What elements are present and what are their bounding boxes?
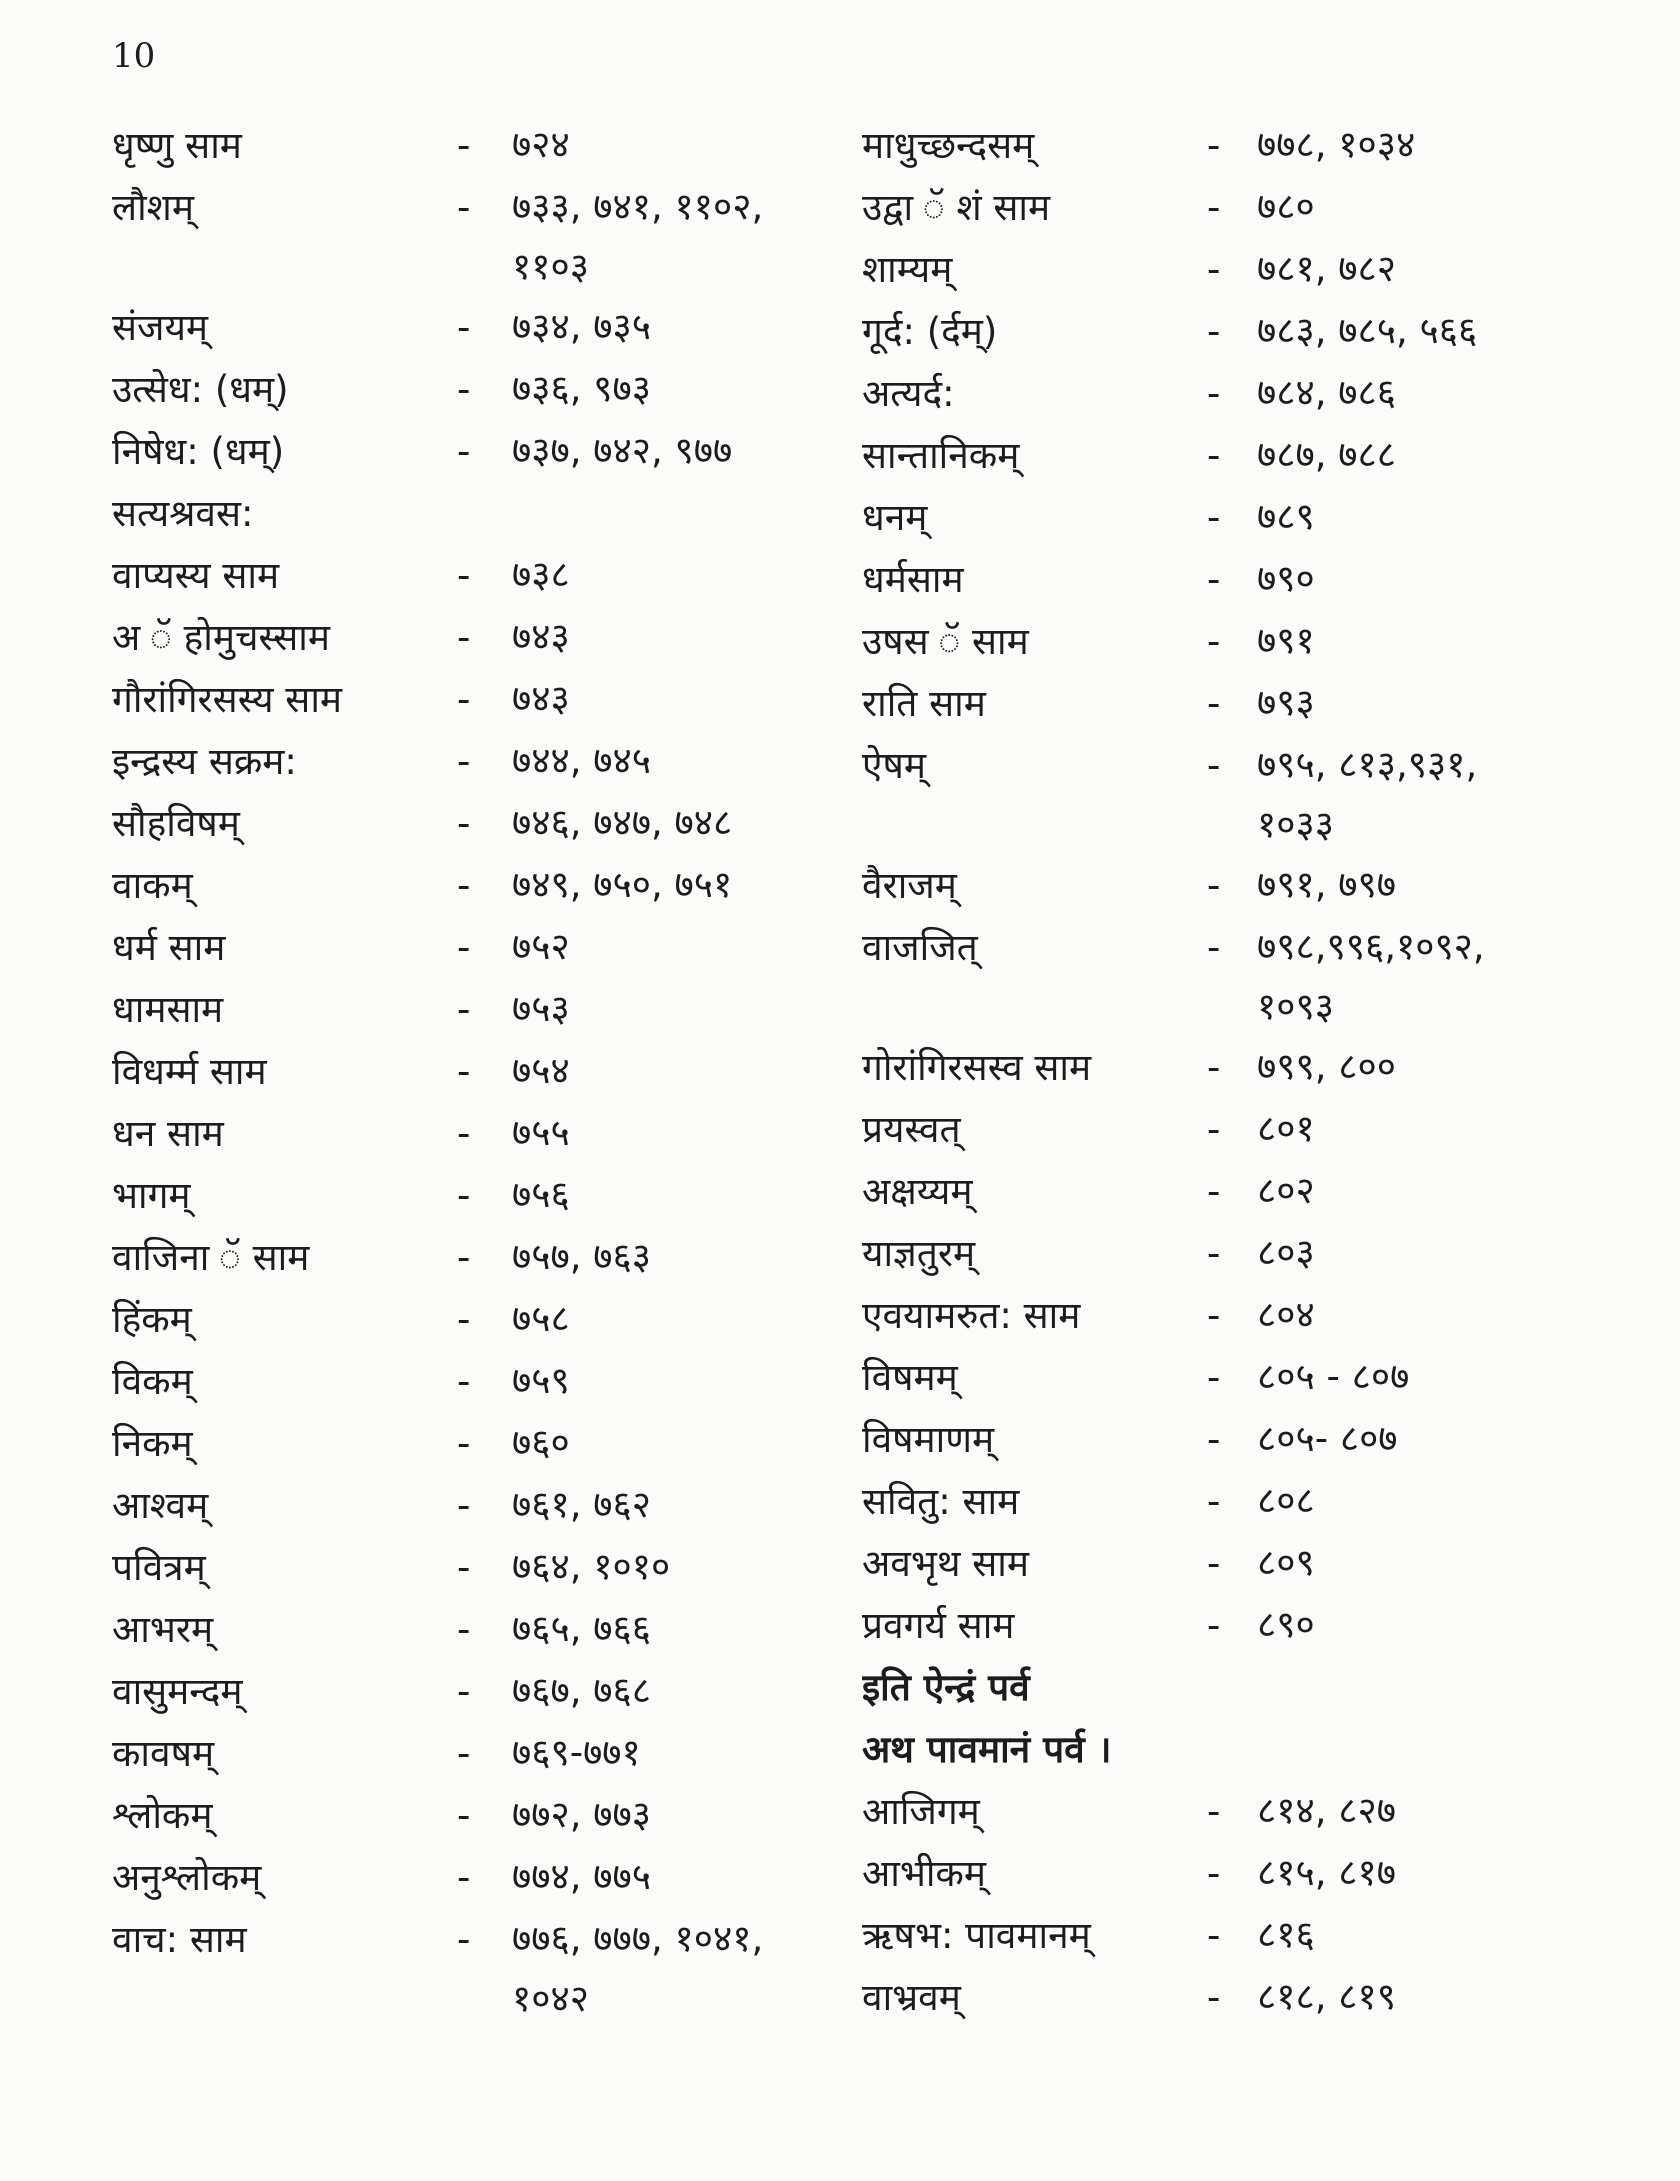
index-entry [112, 1289, 932, 1351]
index-entry [112, 177, 932, 297]
index-entry [112, 1041, 932, 1103]
entry-term: वाप्यस्य साम [112, 554, 280, 597]
entry-term: आजिगम् [862, 1790, 980, 1833]
entry-separator: - [457, 1546, 471, 1589]
entry-term: सौहविषम् [112, 802, 240, 845]
entry-term: अनुश्लोकम् [112, 1856, 262, 1899]
entry-separator: - [1207, 1542, 1221, 1585]
entry-numbers: ७३७, ७४२, ९७७ [512, 429, 733, 472]
index-entry [112, 1475, 932, 1537]
entry-separator: - [457, 926, 471, 969]
entry-separator: - [1207, 1046, 1221, 1089]
entry-numbers: ८०३ [1257, 1231, 1315, 1274]
entry-separator: - [1207, 1790, 1221, 1833]
entry-numbers: ८०२ [1257, 1169, 1315, 1212]
index-entry [862, 611, 1680, 673]
index-entry [112, 607, 932, 669]
entry-numbers: ८०५- ८०७ [1257, 1417, 1398, 1460]
entry-separator: - [457, 430, 471, 473]
entry-term: कावषम् [112, 1732, 215, 1775]
index-entry [862, 425, 1680, 487]
index-entry [862, 1285, 1680, 1347]
entry-term: वासुमन्दम् [112, 1670, 243, 1713]
entry-term: आभरम् [112, 1608, 214, 1651]
entry-term: निकम् [112, 1422, 193, 1465]
entry-separator: - [457, 554, 471, 597]
index-entry [862, 1843, 1680, 1905]
entry-separator: - [457, 1484, 471, 1527]
entry-separator: - [457, 124, 471, 167]
index-entry [112, 115, 932, 177]
entry-numbers: ७६५, ७६६ [512, 1607, 651, 1650]
entry-separator: - [1207, 1418, 1221, 1461]
entry-numbers: ७५८ [512, 1297, 570, 1340]
entry-numbers: ८९० [1257, 1603, 1315, 1646]
index-entry [112, 421, 932, 483]
entry-term: विकम् [112, 1360, 193, 1403]
entry-separator: - [1207, 434, 1221, 477]
entry-term: सान्तानिकम् [862, 434, 1020, 477]
entry-numbers: ७९८,९९६,१०९२, १०९३ [1257, 925, 1485, 1028]
entry-separator: - [1207, 1108, 1221, 1151]
entry-term: लौशम् [112, 186, 194, 229]
entry-term: ऋषभ: पावमानम् [862, 1914, 1091, 1957]
index-entry [862, 363, 1680, 425]
index-entry [112, 1847, 932, 1909]
entry-separator: - [457, 1732, 471, 1775]
entry-numbers [1257, 1657, 1677, 1719]
entry-numbers: ७६० [512, 1421, 570, 1464]
entry-separator: - [457, 1360, 471, 1403]
entry-term: वाच: साम [112, 1918, 247, 1961]
index-column-right [862, 115, 1680, 2029]
index-entry [862, 115, 1680, 177]
entry-separator: - [1207, 1356, 1221, 1399]
entry-term: संजयम् [112, 306, 209, 349]
entry-term: याज्ञतुरम् [862, 1232, 976, 1275]
entry-numbers: ७५६ [512, 1173, 570, 1216]
index-entry [862, 917, 1680, 1037]
entry-separator: - [457, 1856, 471, 1899]
entry-numbers: ८१८, ८१९ [1257, 1975, 1396, 2018]
index-entry [112, 1103, 932, 1165]
section-heading [862, 1719, 1680, 1781]
index-entry [112, 1413, 932, 1475]
entry-term: धर्म साम [112, 926, 226, 969]
index-entry [862, 1967, 1680, 2029]
entry-numbers: ७९१ [1257, 619, 1315, 662]
entry-numbers: ७४३ [512, 677, 570, 720]
entry-numbers: ७८१, ७८२ [1257, 247, 1396, 290]
entry-term: आभीकम् [862, 1852, 986, 1895]
entry-separator: - [1207, 310, 1221, 353]
entry-term: गूर्द: (र्दम्) [862, 310, 998, 353]
entry-numbers: ७९५, ८१३,९३१, १०३३ [1257, 743, 1478, 846]
entry-numbers: ७९० [1257, 557, 1315, 600]
index-entry [862, 1905, 1680, 1967]
entry-term: उषस ॅ साम [862, 620, 1029, 663]
index-entry [862, 239, 1680, 301]
entry-separator: - [457, 1236, 471, 1279]
index-entry [112, 359, 932, 421]
index-entry [862, 735, 1680, 855]
entry-term: उद्वा ॅ शं साम [862, 186, 1051, 229]
entry-separator: - [457, 1608, 471, 1651]
entry-separator: - [457, 740, 471, 783]
entry-numbers: ७५९ [512, 1359, 570, 1402]
entry-term: विषमम् [862, 1356, 958, 1399]
entry-term: अत्यर्द: [862, 372, 955, 415]
entry-term: राति साम [862, 682, 986, 725]
entry-separator: - [457, 1298, 471, 1341]
index-entry [862, 1471, 1680, 1533]
entry-numbers [1257, 1719, 1677, 1781]
index-entry [112, 1909, 932, 2029]
entry-separator: - [457, 988, 471, 1031]
index-entry [862, 1409, 1680, 1471]
index-entry [112, 1661, 932, 1723]
entry-numbers: ७५२ [512, 925, 570, 968]
entry-numbers: ८०५ - ८०७ [1257, 1355, 1410, 1398]
entry-numbers: ७६१, ७६२ [512, 1483, 651, 1526]
entry-separator: - [1207, 744, 1221, 787]
index-entry [862, 301, 1680, 363]
index-entry [862, 177, 1680, 239]
entry-numbers: ७८० [1257, 185, 1315, 228]
entry-numbers: ७४६, ७४७, ७४८ [512, 801, 733, 844]
index-entry [862, 1533, 1680, 1595]
entry-term: अवभृथ साम [862, 1542, 1029, 1585]
entry-separator [1207, 1719, 1257, 1781]
entry-term: भागम् [112, 1174, 191, 1217]
entry-term: माधुच्छन्दसम् [862, 124, 1035, 167]
entry-term: वाजिना ॅ साम [112, 1236, 310, 1279]
entry-term: प्रवगर्य साम [862, 1604, 1015, 1647]
entry-term: वाजजित् [862, 926, 978, 969]
entry-numbers: ७५४ [512, 1049, 570, 1092]
entry-separator: - [457, 616, 471, 659]
index-entry [862, 1223, 1680, 1285]
entry-numbers: ७७४, ७७५ [512, 1855, 651, 1898]
index-entry [862, 549, 1680, 611]
index-entry [112, 731, 932, 793]
index-column-left [112, 115, 932, 2029]
entry-separator: - [1207, 496, 1221, 539]
index-entry [112, 1537, 932, 1599]
index-entry [112, 979, 932, 1041]
entry-term: वैराजम् [862, 864, 957, 907]
entry-term: विधर्म्म साम [112, 1050, 267, 1093]
entry-numbers: ७४३ [512, 615, 570, 658]
entry-separator: - [457, 678, 471, 721]
entry-separator: - [1207, 620, 1221, 663]
entry-numbers: ७६७, ७६८ [512, 1669, 651, 1712]
entry-term: धनम् [862, 496, 928, 539]
index-entry [112, 1351, 932, 1413]
index-entry [112, 793, 932, 855]
entry-separator: - [1207, 1914, 1221, 1957]
entry-numbers: ८०४ [1257, 1293, 1315, 1336]
entry-numbers: ७८९ [1257, 495, 1315, 538]
entry-term: धृष्णु साम [112, 124, 242, 167]
index-entry [112, 545, 932, 607]
index-entry [862, 1099, 1680, 1161]
entry-term: गोरांगिरसस्व साम [862, 1046, 1092, 1089]
section-heading [862, 1657, 1680, 1719]
entry-separator: - [457, 802, 471, 845]
entry-numbers: ७८४, ७८६ [1257, 371, 1396, 414]
entry-term: सत्यश्रवस: [112, 492, 254, 535]
entry-numbers: ७५३ [512, 987, 570, 1030]
entry-term: श्लोकम् [112, 1794, 213, 1837]
index-entry [112, 1599, 932, 1661]
entry-separator: - [457, 1112, 471, 1155]
entry-separator: - [457, 1670, 471, 1713]
entry-separator: - [1207, 558, 1221, 601]
entry-term: अथ पावमानं पर्व । [862, 1728, 1112, 1771]
entry-term: प्रयस्वत् [862, 1108, 961, 1151]
index-entry [862, 487, 1680, 549]
entry-separator: - [1207, 186, 1221, 229]
entry-separator: - [1207, 682, 1221, 725]
entry-separator [457, 483, 512, 545]
entry-numbers: ७९३ [1257, 681, 1315, 724]
entry-numbers: ७३४, ७३५ [512, 305, 651, 348]
entry-separator: - [457, 1794, 471, 1837]
entry-numbers: ७८३, ७८५, ५६६ [1257, 309, 1478, 352]
entry-term: गौरांगिरसस्य साम [112, 678, 343, 721]
entry-separator: - [1207, 1852, 1221, 1895]
index-entry [862, 1781, 1680, 1843]
entry-term: वाकम् [112, 864, 193, 907]
entry-numbers: ७९१, ७९७ [1257, 863, 1396, 906]
entry-separator: - [1207, 864, 1221, 907]
entry-separator: - [457, 306, 471, 349]
index-entry [112, 855, 932, 917]
entry-separator: - [457, 864, 471, 907]
entry-term: पवित्रम् [112, 1546, 206, 1589]
entry-term: निषेध: (धम्) [112, 430, 285, 473]
entry-separator: - [1207, 1232, 1221, 1275]
entry-numbers: ७३६, ९७३ [512, 367, 651, 410]
entry-term: अ ॅ होमुचस्साम [112, 616, 330, 659]
entry-numbers: ७८७, ७८८ [1257, 433, 1396, 476]
entry-numbers: ७९९, ८०० [1257, 1045, 1396, 1088]
index-entry [112, 1165, 932, 1227]
entry-term: धामसाम [112, 988, 224, 1031]
entry-numbers: ८१५, ८१७ [1257, 1851, 1396, 1894]
entry-numbers: ८०८ [1257, 1479, 1315, 1522]
entry-separator: - [1207, 1604, 1221, 1647]
entry-separator: - [1207, 926, 1221, 969]
index-entry [112, 917, 932, 979]
index-entry [112, 1723, 932, 1785]
entry-separator: - [1207, 372, 1221, 415]
entry-numbers: ८०१ [1257, 1107, 1315, 1150]
index-entry [112, 483, 932, 545]
entry-numbers: ७२४ [512, 123, 570, 166]
entry-term: वाभ्रवम् [862, 1976, 961, 2019]
entry-term: एवयामरुत: साम [862, 1294, 1081, 1337]
entry-separator [1207, 1657, 1257, 1719]
index-entry [862, 855, 1680, 917]
entry-separator: - [1207, 248, 1221, 291]
index-entry [112, 297, 932, 359]
entry-numbers: ७३३, ७४१, ११०२, ११०३ [512, 185, 764, 288]
entry-numbers: ७६९-७७१ [512, 1731, 641, 1774]
entry-separator: - [1207, 1294, 1221, 1337]
index-entry [112, 669, 932, 731]
entry-term: उत्सेध: (धम्) [112, 368, 289, 411]
entry-term: इन्द्रस्य सक्रम: [112, 740, 297, 783]
entry-term: शाम्यम् [862, 248, 953, 291]
entry-term: ऐषम् [862, 744, 926, 787]
entry-numbers: ७७८, १०३४ [1257, 123, 1416, 166]
entry-term: अक्षय्यम् [862, 1170, 973, 1213]
entry-numbers: ८०९ [1257, 1541, 1315, 1584]
entry-numbers: ७७६, ७७७, १०४१, १०४२ [512, 1917, 764, 2020]
entry-separator: - [1207, 1170, 1221, 1213]
entry-numbers [512, 483, 912, 545]
entry-separator: - [457, 1422, 471, 1465]
entry-term: आश्वम् [112, 1484, 209, 1527]
index-entry [112, 1785, 932, 1847]
entry-numbers: ७५५ [512, 1111, 570, 1154]
entry-term: धन साम [112, 1112, 224, 1155]
index-entry [862, 1161, 1680, 1223]
entry-term: हिंकम् [112, 1298, 192, 1341]
entry-numbers: ७५७, ७६३ [512, 1235, 651, 1278]
entry-separator: - [457, 1174, 471, 1217]
index-entry [112, 1227, 932, 1289]
entry-separator: - [457, 1918, 471, 1961]
entry-separator: - [457, 186, 471, 229]
entry-term: धर्मसाम [862, 558, 964, 601]
entry-separator: - [457, 368, 471, 411]
page-number: 10 [112, 36, 156, 76]
entry-numbers: ७७२, ७७३ [512, 1793, 651, 1836]
entry-separator: - [1207, 124, 1221, 167]
entry-term: सवितु: साम [862, 1480, 1020, 1523]
entry-separator: - [1207, 1480, 1221, 1523]
entry-numbers: ८१६ [1257, 1913, 1315, 1956]
entry-separator: - [457, 1050, 471, 1093]
entry-numbers: ८१४, ८२७ [1257, 1789, 1396, 1832]
index-entry [862, 1595, 1680, 1657]
entry-term: विषमाणम् [862, 1418, 995, 1461]
entry-numbers: ७६४, १०१० [512, 1545, 671, 1588]
entry-separator: - [1207, 1976, 1221, 2019]
entry-numbers: ७३८ [512, 553, 570, 596]
index-entry [862, 1347, 1680, 1409]
entry-numbers: ७४९, ७५०, ७५१ [512, 863, 733, 906]
index-entry [862, 1037, 1680, 1099]
index-entry [862, 673, 1680, 735]
entry-term: इति ऐन्द्रं पर्व [862, 1666, 1030, 1709]
entry-numbers: ७४४, ७४५ [512, 739, 651, 782]
